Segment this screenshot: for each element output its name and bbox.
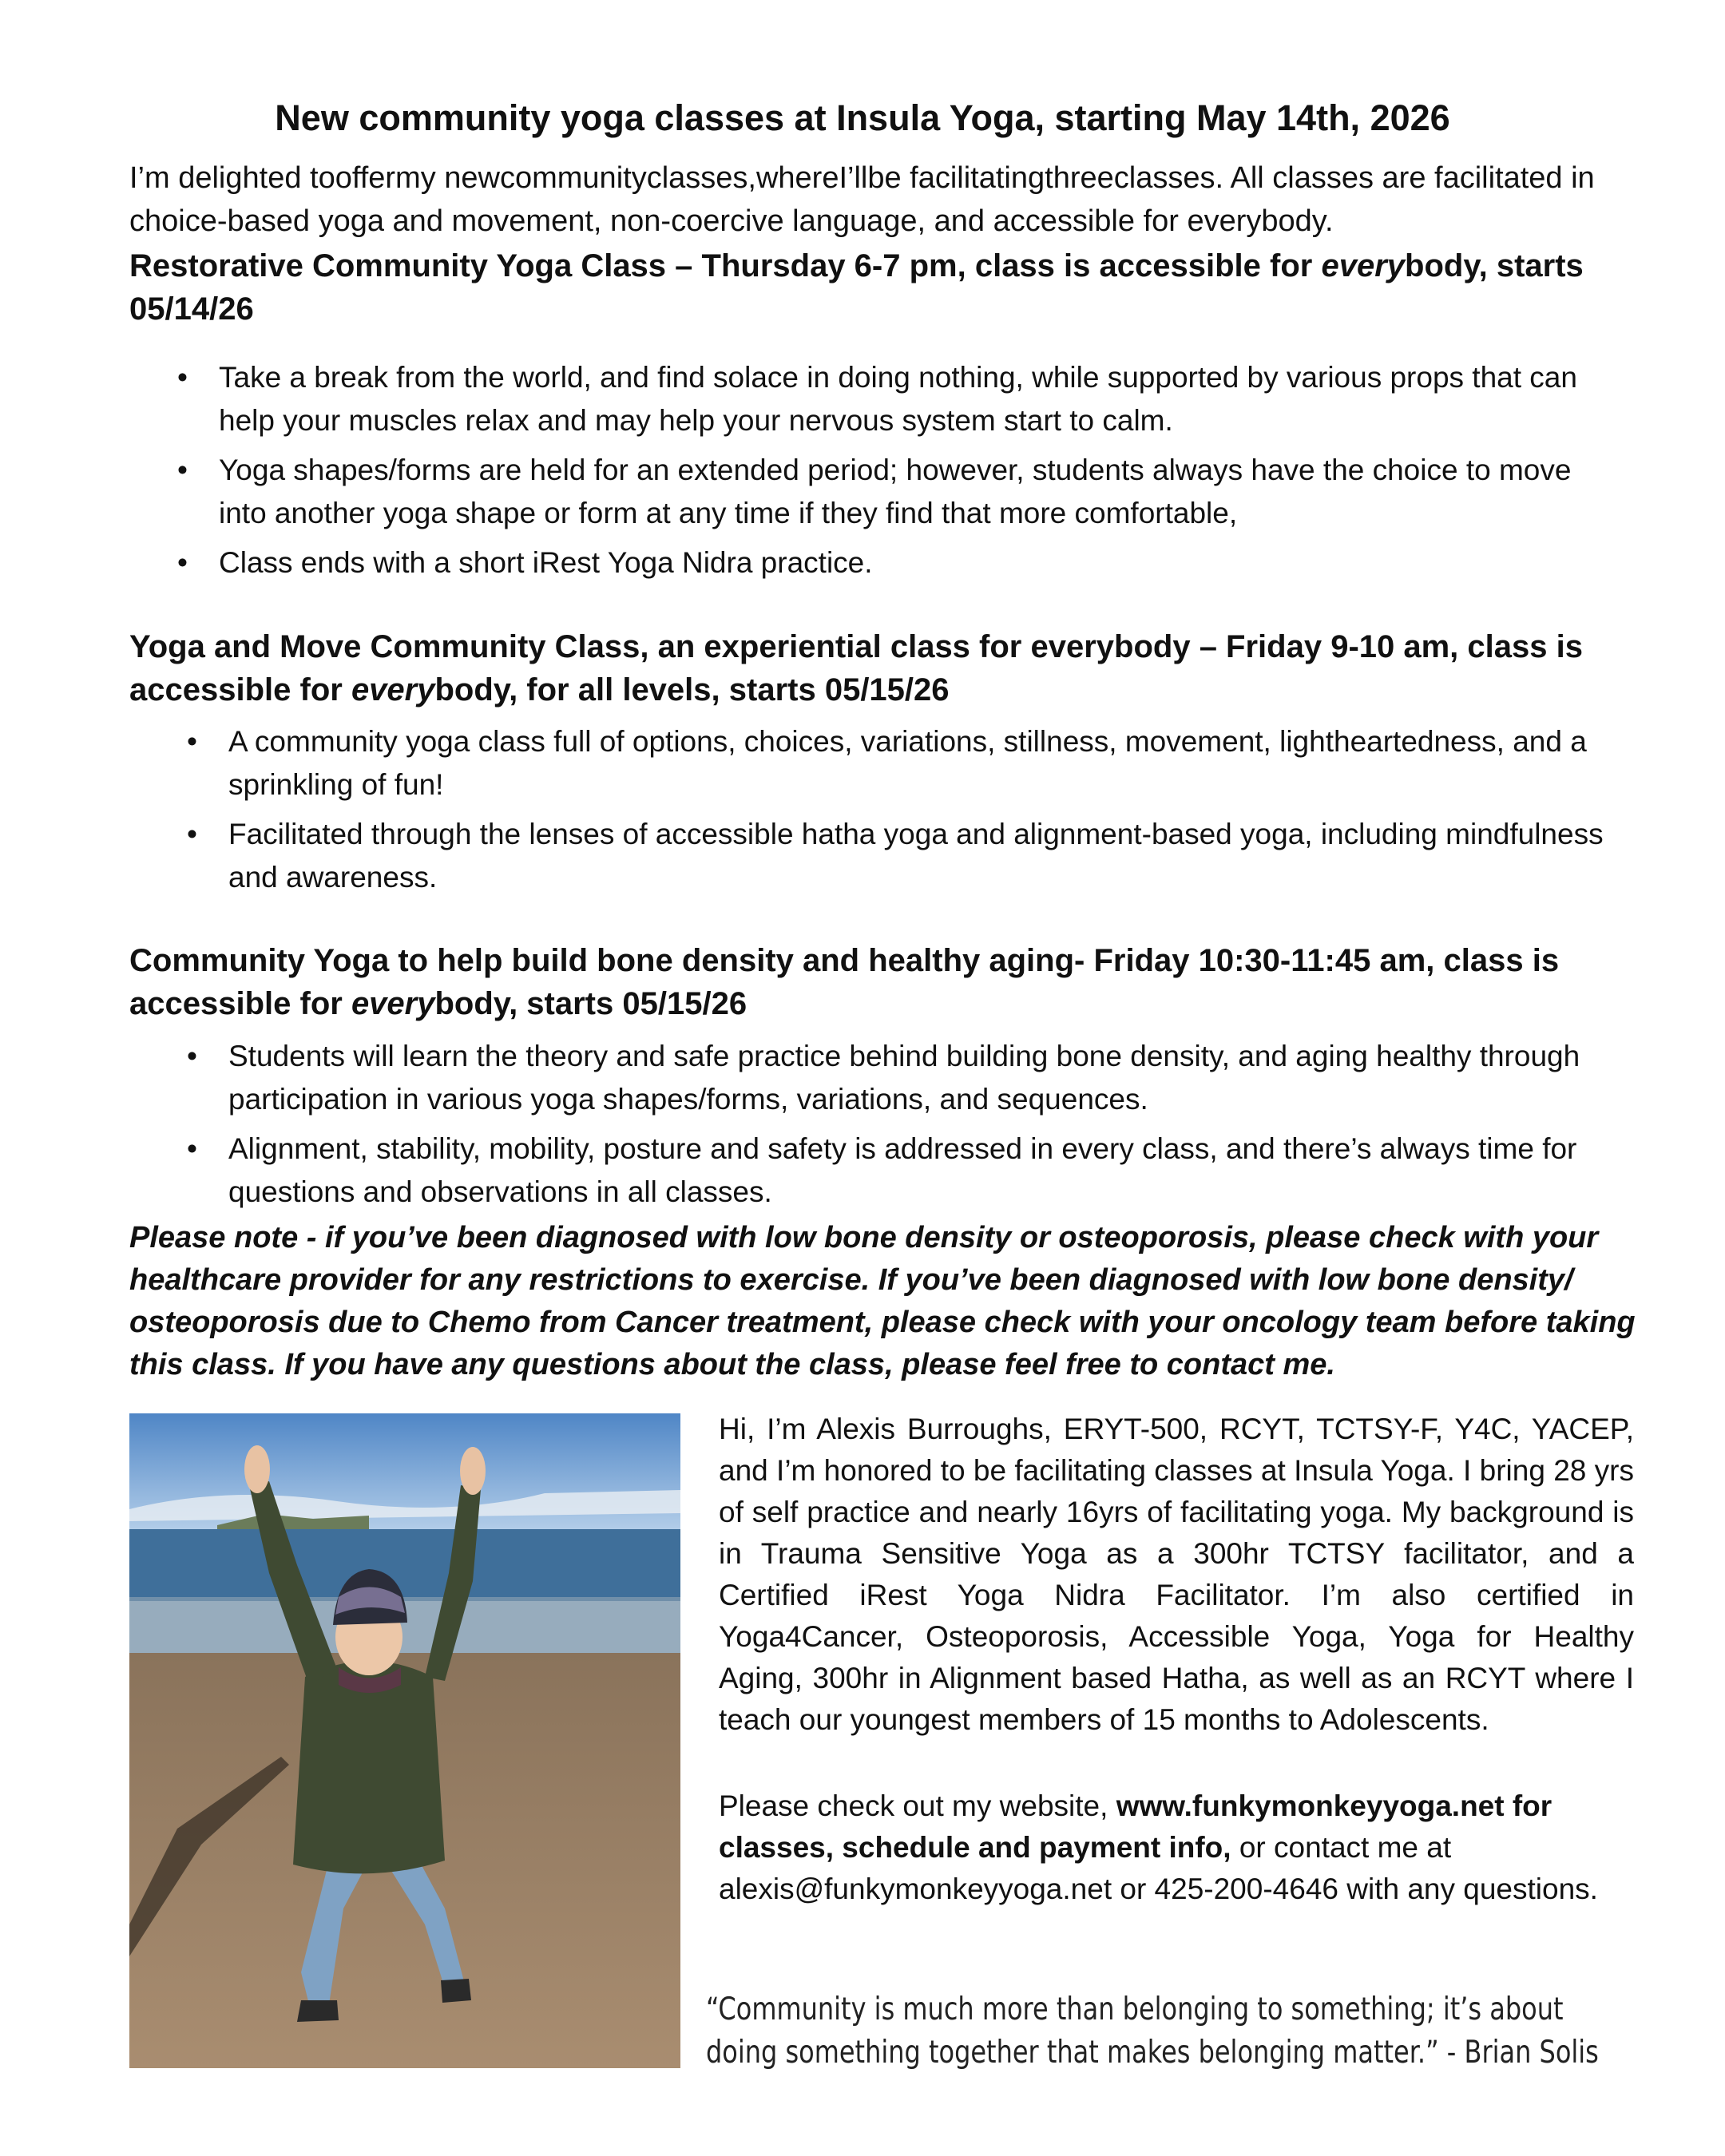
list-item — [187, 720, 1624, 807]
website-link[interactable]: www.funkymonkeyyoga.net for classes, schedule and payment info, — [719, 1789, 1552, 1864]
instructor-bio: Hi, I’m Alexis Burroughs, ERYT-500, RCYT, TCTSY-F, Y4C, YACEP, and I’m honored to be facilitating classes at Insula Yoga. I bring 28 yrs of self practice and nearly 16yrs of facilitating yoga. My background is in Trauma Sensitive Yoga as a 300hr TCTSY facilitator, and a Certified iRest Yoga Nidra Facilitator. I’m also certified in Yoga4Cancer, Osteoporosis, Accessible Yoga, Yoga for Healthy Aging, 300hr in Alignment based Hatha, as well as an RCYT where I teach our youngest members of 15 months to Adolescents. — [719, 1413, 1634, 1736]
bullet-icon: • — [177, 454, 188, 486]
list-item — [177, 541, 1615, 585]
bullet-icon: • — [187, 1132, 197, 1165]
section-heading-restorative — [129, 244, 1647, 331]
heading-text: Community Yoga to help build bone density and healthy aging- Friday 10:30-11:45 am, class is accessible for — [129, 943, 1560, 1021]
quote — [706, 1988, 1662, 2075]
heading-text: Restorative Community Yoga Class – Thursday 6-7 pm, class is accessible for — [129, 248, 1322, 283]
quote-line: “Community is much more than belonging to something; it’s about — [706, 1992, 1564, 2027]
bullet-text: Facilitated through the lenses of accessible hatha yoga and alignment-based yoga, including mindfulness and awareness. — [228, 818, 1604, 894]
left-shoe — [297, 2000, 339, 2022]
contact-details: or contact me at alexis@funkymonkeyyoga.net or 425-200-4646 with any questions. — [719, 1831, 1598, 1905]
bullet-text: Class ends with a short iRest Yoga Nidra practice. — [219, 546, 873, 579]
heading-text: body, starts 05/15/26 — [434, 986, 748, 1021]
list-item — [177, 356, 1615, 442]
heading-text: Yoga and Move Community Class, an experiential class for everybody – Friday 9-10 am, class is accessible for — [129, 629, 1583, 707]
heading-emphasis: every — [1321, 248, 1406, 283]
list-item — [177, 449, 1615, 535]
instructor-photo — [129, 1413, 680, 2068]
bullet-text: A community yoga class full of options, choices, variations, stillness, movement, lightheartedness, and a sprinkling of fun! — [228, 725, 1587, 801]
bullet-icon: • — [177, 361, 188, 394]
bullet-icon: • — [187, 818, 197, 850]
sky — [129, 1413, 680, 1541]
bullet-icon: • — [177, 546, 188, 579]
contact-text: Please check out my website, — [719, 1789, 1116, 1822]
beach-photo-illustration — [129, 1413, 680, 2068]
heading-emphasis: every — [351, 672, 435, 707]
yoga-move-bullet-list — [187, 720, 1624, 906]
bone-density-bullet-list — [187, 1035, 1624, 1220]
right-shoe — [441, 1979, 471, 2003]
bullet-text: Alignment, stability, mobility, posture and safety is addressed in every class, and there’s always time for questions and observations in all classes. — [228, 1132, 1577, 1208]
restorative-bullet-list — [177, 356, 1615, 591]
right-hand — [460, 1447, 486, 1495]
contact-paragraph — [719, 1785, 1634, 1910]
section-heading-yoga-move — [129, 625, 1647, 711]
bullet-icon: • — [187, 725, 197, 758]
list-item — [187, 1128, 1624, 1214]
quote-line: doing something together that makes belonging matter.” - Brian Solis — [706, 2035, 1599, 2071]
sea — [129, 1529, 680, 1601]
bullet-text: Yoga shapes/forms are held for an extended period; however, students always have the choice to move into another yoga shape or form at any time if they find that more comfortable, — [219, 454, 1572, 529]
bullet-text: Take a break from the world, and find solace in doing nothing, while supported by various props that can help your muscles relax and may help your nervous system start to calm. — [219, 361, 1577, 437]
health-note: Please note - if you’ve been diagnosed with low bone density or osteoporosis, please check with your healthcare provider for any restrictions to exercise. If you’ve been diagnosed with low bone density/ osteoporosis due to Chemo from Cancer treatment, please check with your oncology team before taking this class. If you have any questions about the class, please feel free to contact me. — [129, 1221, 1636, 1381]
heading-emphasis: every — [351, 986, 435, 1021]
intro-paragraph: I’m delighted tooffermy newcommunityclasses,whereI’llbe facilitatingthreeclasses. All classes are facilitated in choice-based yoga and movement, non-coercive language, and accessible for everybody. — [129, 161, 1595, 238]
heading-text: body, for all levels, starts 05/15/26 — [434, 672, 950, 707]
heading-text: body, starts 05/14/26 — [129, 248, 1584, 327]
left-hand — [244, 1445, 270, 1493]
list-item — [187, 1035, 1624, 1121]
bullet-text: Students will learn the theory and safe practice behind building bone density, and aging healthy through participation in various yoga shapes/forms, variations, and sequences. — [228, 1040, 1580, 1116]
bullet-icon: • — [187, 1040, 197, 1072]
page-title: New community yoga classes at Insula Yoga, starting May 14th, 2026 — [275, 97, 1450, 138]
section-heading-bone-density — [129, 939, 1647, 1025]
list-item — [187, 813, 1624, 899]
